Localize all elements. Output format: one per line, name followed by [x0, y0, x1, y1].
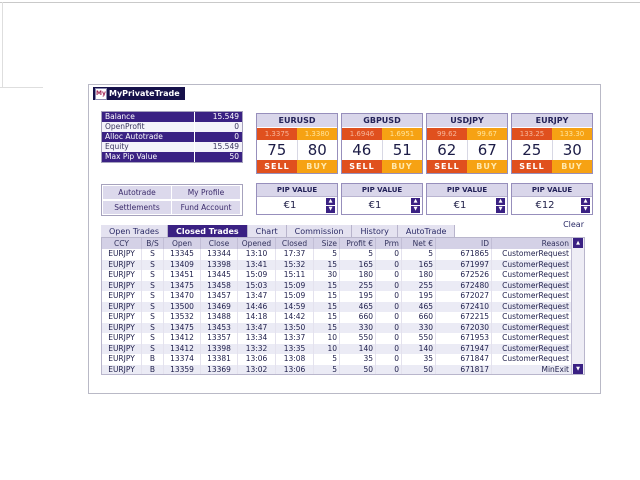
cell-prm: 0 [376, 249, 402, 260]
cell-profit-: 35 [340, 354, 376, 365]
cell-opened: 13:34 [238, 333, 276, 344]
cell-reason: CustomerRequest [502, 312, 569, 321]
cell-id: 671947 [436, 344, 492, 355]
cell-net-: 550 [402, 333, 436, 344]
cell-opened: 13:41 [238, 260, 276, 271]
cell-net-: 50 [402, 365, 436, 375]
cell-ccy: EURJPY [102, 270, 142, 281]
cell-b-s: S [142, 281, 164, 292]
column-header-closed[interactable]: Closed [276, 238, 314, 249]
account-row-max-pip-value [102, 152, 242, 162]
pair-actions [257, 160, 337, 173]
pip-value-panel-gbpusd [341, 183, 423, 215]
column-header-ccy[interactable]: CCY [102, 238, 142, 249]
cell-id: 672030 [436, 323, 492, 334]
cell-open: 13409 [164, 260, 201, 271]
cell-size: 30 [314, 270, 340, 281]
cell-closed: 13:08 [276, 354, 314, 365]
cell-net-: 330 [402, 323, 436, 334]
table-row[interactable] [102, 270, 571, 281]
cell-opened: 13:47 [238, 323, 276, 334]
cell-opened: 15:03 [238, 281, 276, 292]
pip-value-field[interactable]: €1 [368, 200, 382, 211]
pip-value-panel-eurusd [256, 183, 338, 215]
pip-value-field[interactable]: €1 [453, 200, 467, 211]
cell-reason: CustomerRequest [502, 291, 569, 300]
pair-name: GBPUSD [342, 114, 422, 128]
cell-close: 13398 [201, 260, 238, 271]
pair-panel-gbpusd [341, 113, 423, 174]
cell-b-s: B [142, 354, 164, 365]
cell-net-: 35 [402, 354, 436, 365]
pip-value-body [427, 197, 507, 214]
cell-closed: 15:09 [276, 281, 314, 292]
cell-opened: 13:02 [238, 365, 276, 375]
menu-button-autotrade[interactable]: Autotrade [103, 186, 171, 199]
spinner-up-icon[interactable]: ▲ [326, 198, 335, 205]
sell-price: 1.6946 [342, 128, 382, 140]
cell-ccy: EURJPY [102, 312, 142, 323]
cell-b-s: S [142, 302, 164, 313]
column-header-size[interactable]: Size [314, 238, 340, 249]
sell-button[interactable]: SELL [342, 160, 382, 173]
pair-name: USDJPY [427, 114, 507, 128]
cell-profit-: 255 [340, 281, 376, 292]
tab-commission[interactable]: Commission [287, 225, 353, 239]
account-panel [101, 111, 243, 163]
cell-reason: CustomerRequest [502, 301, 569, 311]
cell-prm: 0 [376, 312, 402, 323]
pair-actions [342, 160, 422, 173]
cell-net-: 180 [402, 270, 436, 281]
cell-reason: CustomerRequest [502, 249, 569, 258]
menu-button-settlements[interactable]: Settlements [103, 201, 171, 214]
pair-pips [427, 140, 507, 160]
pair-panel-usdjpy [426, 113, 508, 174]
sell-price: 1.3375 [257, 128, 297, 140]
cell-id: 671817 [436, 365, 492, 375]
buy-price: 1.3380 [297, 128, 337, 140]
pair-panel-eurjpy [511, 113, 593, 174]
trades-table [101, 237, 585, 375]
cell-ccy: EURJPY [102, 333, 142, 344]
cell-opened: 14:18 [238, 312, 276, 323]
cell-prm: 0 [376, 260, 402, 271]
pip-value-title: PIP VALUE [427, 184, 507, 197]
column-header-opened[interactable]: Opened [238, 238, 276, 249]
cell-id: 671865 [436, 249, 492, 260]
menu-panel [101, 184, 243, 216]
buy-price: 133.30 [552, 128, 592, 140]
cell-b-s: S [142, 333, 164, 344]
cell-profit-: 140 [340, 344, 376, 355]
cell-size: 15 [314, 260, 340, 271]
cell-reason: CustomerRequest [502, 322, 569, 332]
cell-profit-: 180 [340, 270, 376, 281]
pair-prices [512, 128, 592, 140]
cell-prm: 0 [376, 344, 402, 355]
cell-profit-: 550 [340, 333, 376, 344]
cell-net-: 255 [402, 281, 436, 292]
cell-size: 15 [314, 312, 340, 323]
window-title-tab [93, 87, 185, 100]
cell-reason: CustomerRequest [502, 259, 569, 269]
pip-value-panel-usdjpy [426, 183, 508, 215]
menu-button-my-profile[interactable]: My Profile [172, 186, 240, 199]
table-row[interactable] [102, 365, 571, 375]
buy-pips: 30 [552, 140, 593, 160]
tab-bar [101, 219, 588, 234]
account-row-label: Equity [102, 142, 195, 152]
table-row[interactable] [102, 249, 571, 260]
cell-ccy: EURJPY [102, 365, 142, 375]
cell-prm: 0 [376, 302, 402, 313]
spinner-down-icon[interactable]: ▼ [581, 206, 590, 213]
cell-opened: 13:47 [238, 291, 276, 302]
cell-open: 13412 [164, 333, 201, 344]
cell-reason: CustomerRequest [502, 280, 569, 290]
spinner-up-icon[interactable]: ▲ [581, 198, 590, 205]
cell-prm: 0 [376, 281, 402, 292]
account-row-label: Alloc Autotrade [102, 132, 195, 142]
cell-closed: 15:11 [276, 270, 314, 281]
pip-value-title: PIP VALUE [257, 184, 337, 197]
buy-pips: 67 [467, 140, 508, 160]
sell-pips: 75 [267, 141, 287, 159]
table-row[interactable] [102, 312, 571, 323]
pair-pips [512, 140, 592, 160]
table-row[interactable] [102, 333, 571, 344]
column-header-net-[interactable]: Net € [402, 238, 436, 249]
cell-close: 13457 [201, 291, 238, 302]
pair-prices [427, 128, 507, 140]
pip-value-field[interactable]: €12 [535, 200, 555, 211]
sell-price: 99.62 [427, 128, 467, 140]
account-row-value: 50 [229, 152, 239, 161]
buy-price: 99.67 [467, 128, 507, 140]
buy-button[interactable]: BUY [552, 160, 592, 173]
pip-value-panel-eurjpy [511, 183, 593, 215]
column-header-reason[interactable]: Reason [541, 239, 569, 248]
cell-closed: 14:59 [276, 302, 314, 313]
pip-spinner [411, 198, 420, 214]
buy-button[interactable]: BUY [467, 160, 507, 173]
pip-value-body [342, 197, 422, 214]
pair-pips [342, 140, 422, 160]
cell-net-: 140 [402, 344, 436, 355]
cell-net-: 165 [402, 260, 436, 271]
cell-close: 13344 [201, 249, 238, 260]
sell-pips: 62 [437, 141, 457, 159]
cell-net-: 465 [402, 302, 436, 313]
account-row-value: 0 [234, 122, 239, 131]
cell-b-s: S [142, 323, 164, 334]
pip-value-title: PIP VALUE [512, 184, 592, 197]
pip-value-field[interactable]: €1 [283, 200, 297, 211]
account-row-value: 15.549 [212, 142, 239, 151]
cell-reason: CustomerRequest [502, 333, 569, 342]
table-header-row [102, 238, 571, 249]
cell-size: 5 [314, 354, 340, 365]
cell-id: 672526 [436, 270, 492, 281]
account-row-alloc-autotrade [102, 132, 242, 142]
cell-prm: 0 [376, 365, 402, 375]
cell-profit-: 50 [340, 365, 376, 375]
pip-value-title: PIP VALUE [342, 184, 422, 197]
cell-ccy: EURJPY [102, 260, 142, 271]
spinner-down-icon[interactable]: ▼ [411, 206, 420, 213]
cell-close: 13369 [201, 365, 238, 375]
cell-opened: 14:46 [238, 302, 276, 313]
cell-open: 13532 [164, 312, 201, 323]
cell-closed: 15:32 [276, 260, 314, 271]
account-row-value: 15.549 [212, 112, 239, 121]
cell-close: 13453 [201, 323, 238, 334]
column-header-profit-[interactable]: Profit € [340, 238, 376, 249]
cell-closed: 17:37 [276, 249, 314, 260]
pip-spinner [326, 198, 335, 214]
pair-pips [257, 140, 337, 160]
cell-prm: 0 [376, 333, 402, 344]
cell-id: 671997 [436, 260, 492, 271]
cell-size: 5 [314, 249, 340, 260]
cell-closed: 14:42 [276, 312, 314, 323]
table-row[interactable] [102, 344, 571, 355]
cell-size: 15 [314, 281, 340, 292]
sell-pips: 46 [352, 141, 372, 159]
tab-history[interactable]: History [352, 225, 397, 239]
cell-net-: 5 [402, 249, 436, 260]
cell-open: 13475 [164, 323, 201, 334]
cell-close: 13488 [201, 312, 238, 323]
cell-prm: 0 [376, 323, 402, 334]
sell-pips: 25 [522, 141, 542, 159]
app-window [88, 84, 601, 394]
cell-open: 13451 [164, 270, 201, 281]
cell-profit-: 330 [340, 323, 376, 334]
pair-actions [512, 160, 592, 173]
menu-button-fund-account[interactable]: Fund Account [172, 201, 240, 214]
pair-name: EURUSD [257, 114, 337, 128]
spinner-down-icon[interactable]: ▼ [496, 206, 505, 213]
pair-prices [342, 128, 422, 140]
cell-ccy: EURJPY [102, 323, 142, 334]
cell-size: 15 [314, 302, 340, 313]
cell-size: 15 [314, 291, 340, 302]
cell-open: 13470 [164, 291, 201, 302]
sell-button[interactable]: SELL [512, 160, 552, 173]
cell-ccy: EURJPY [102, 249, 142, 260]
cell-id: 672215 [436, 312, 492, 323]
pair-actions [427, 160, 507, 173]
cell-opened: 13:10 [238, 249, 276, 260]
cell-size: 5 [314, 365, 340, 375]
cell-b-s: S [142, 270, 164, 281]
cell-open: 13475 [164, 281, 201, 292]
app-icon: My [95, 88, 107, 100]
cell-id: 672480 [436, 281, 492, 292]
cell-profit-: 195 [340, 291, 376, 302]
cell-reason: CustomerRequest [502, 343, 569, 353]
cell-profit-: 465 [340, 302, 376, 313]
cell-open: 13345 [164, 249, 201, 260]
pip-spinner [496, 198, 505, 214]
cell-closed: 13:35 [276, 344, 314, 355]
buy-pips: 51 [382, 140, 423, 160]
scroll-up-icon[interactable]: ▲ [573, 238, 583, 248]
cell-closed: 13:50 [276, 323, 314, 334]
sell-button[interactable]: SELL [427, 160, 467, 173]
cell-close: 13398 [201, 344, 238, 355]
spinner-down-icon[interactable]: ▼ [326, 206, 335, 213]
cell-id: 671953 [436, 333, 492, 344]
cell-b-s: S [142, 249, 164, 260]
cell-closed: 13:06 [276, 365, 314, 375]
cell-profit-: 5 [340, 249, 376, 260]
cell-open: 13500 [164, 302, 201, 313]
table-row[interactable] [102, 291, 571, 302]
buy-price: 1.6951 [382, 128, 422, 140]
table-row[interactable] [102, 260, 571, 271]
table-row[interactable] [102, 302, 571, 313]
cell-reason: CustomerRequest [502, 270, 569, 279]
cell-open: 13412 [164, 344, 201, 355]
cell-ccy: EURJPY [102, 354, 142, 365]
table-scrollbar[interactable] [571, 238, 584, 374]
column-header-b-s[interactable]: B/S [142, 238, 164, 249]
cell-opened: 15:09 [238, 270, 276, 281]
cell-open: 13359 [164, 365, 201, 375]
cell-net-: 660 [402, 312, 436, 323]
cell-closed: 13:37 [276, 333, 314, 344]
cell-ccy: EURJPY [102, 302, 142, 313]
cell-open: 13374 [164, 354, 201, 365]
cell-close: 13357 [201, 333, 238, 344]
cell-b-s: S [142, 260, 164, 271]
cell-id: 671847 [436, 354, 492, 365]
cell-close: 13381 [201, 354, 238, 365]
cell-profit-: 660 [340, 312, 376, 323]
tab-chart[interactable]: Chart [248, 225, 287, 239]
column-header-close[interactable]: Close [201, 238, 238, 249]
account-row-label: Max Pip Value [102, 152, 195, 162]
cell-reason: CustomerRequest [502, 354, 569, 363]
pair-prices [257, 128, 337, 140]
cell-ccy: EURJPY [102, 344, 142, 355]
tab-autotrade[interactable]: AutoTrade [398, 225, 455, 239]
account-row-value: 0 [234, 132, 239, 141]
cell-size: 10 [314, 333, 340, 344]
pip-value-body [512, 197, 592, 214]
cell-reason: MinExit [541, 364, 569, 374]
artifact-line-top [0, 2, 640, 3]
cell-close: 13458 [201, 281, 238, 292]
artifact-line-left [2, 2, 3, 88]
buy-pips: 80 [297, 140, 338, 160]
cell-prm: 0 [376, 291, 402, 302]
artifact-line-corner [0, 87, 43, 88]
table-row[interactable] [102, 354, 571, 365]
account-row-balance [102, 112, 242, 122]
cell-id: 672410 [436, 302, 492, 313]
cell-close: 13469 [201, 302, 238, 313]
window-title: MyPrivateTrade [109, 89, 180, 98]
cell-size: 10 [314, 344, 340, 355]
spinner-up-icon[interactable]: ▲ [496, 198, 505, 205]
cell-size: 15 [314, 323, 340, 334]
buy-button[interactable]: BUY [382, 160, 422, 173]
cell-net-: 195 [402, 291, 436, 302]
cell-prm: 0 [376, 270, 402, 281]
pair-name: EURJPY [512, 114, 592, 128]
scroll-down-icon[interactable]: ▼ [573, 364, 583, 374]
table-row[interactable] [102, 281, 571, 292]
cell-ccy: EURJPY [102, 281, 142, 292]
account-row-label: Balance [102, 112, 195, 122]
column-header-id[interactable]: ID [436, 238, 492, 249]
column-header-prm[interactable]: Prm [376, 238, 402, 249]
cell-b-s: S [142, 312, 164, 323]
cell-profit-: 165 [340, 260, 376, 271]
cell-opened: 13:06 [238, 354, 276, 365]
tab-open-trades[interactable]: Open Trades [101, 225, 168, 239]
table-row[interactable] [102, 323, 571, 334]
cell-prm: 0 [376, 354, 402, 365]
cell-closed: 15:09 [276, 291, 314, 302]
sell-price: 133.25 [512, 128, 552, 140]
pip-value-body [257, 197, 337, 214]
cell-close: 13445 [201, 270, 238, 281]
cell-b-s: B [142, 365, 164, 375]
account-row-label: OpenProfit [102, 122, 195, 132]
spinner-up-icon[interactable]: ▲ [411, 198, 420, 205]
account-row-openprofit [102, 122, 242, 132]
sell-button[interactable]: SELL [257, 160, 297, 173]
account-row-equity [102, 142, 242, 152]
tab-closed-trades[interactable]: Closed Trades [168, 225, 248, 239]
cell-ccy: EURJPY [102, 291, 142, 302]
pair-panel-eurusd [256, 113, 338, 174]
buy-button[interactable]: BUY [297, 160, 337, 173]
cell-id: 672027 [436, 291, 492, 302]
pip-spinner [581, 198, 590, 214]
cell-b-s: S [142, 344, 164, 355]
cell-b-s: S [142, 291, 164, 302]
column-header-open[interactable]: Open [164, 238, 201, 249]
clear-button[interactable]: Clear [563, 220, 584, 229]
cell-opened: 13:32 [238, 344, 276, 355]
